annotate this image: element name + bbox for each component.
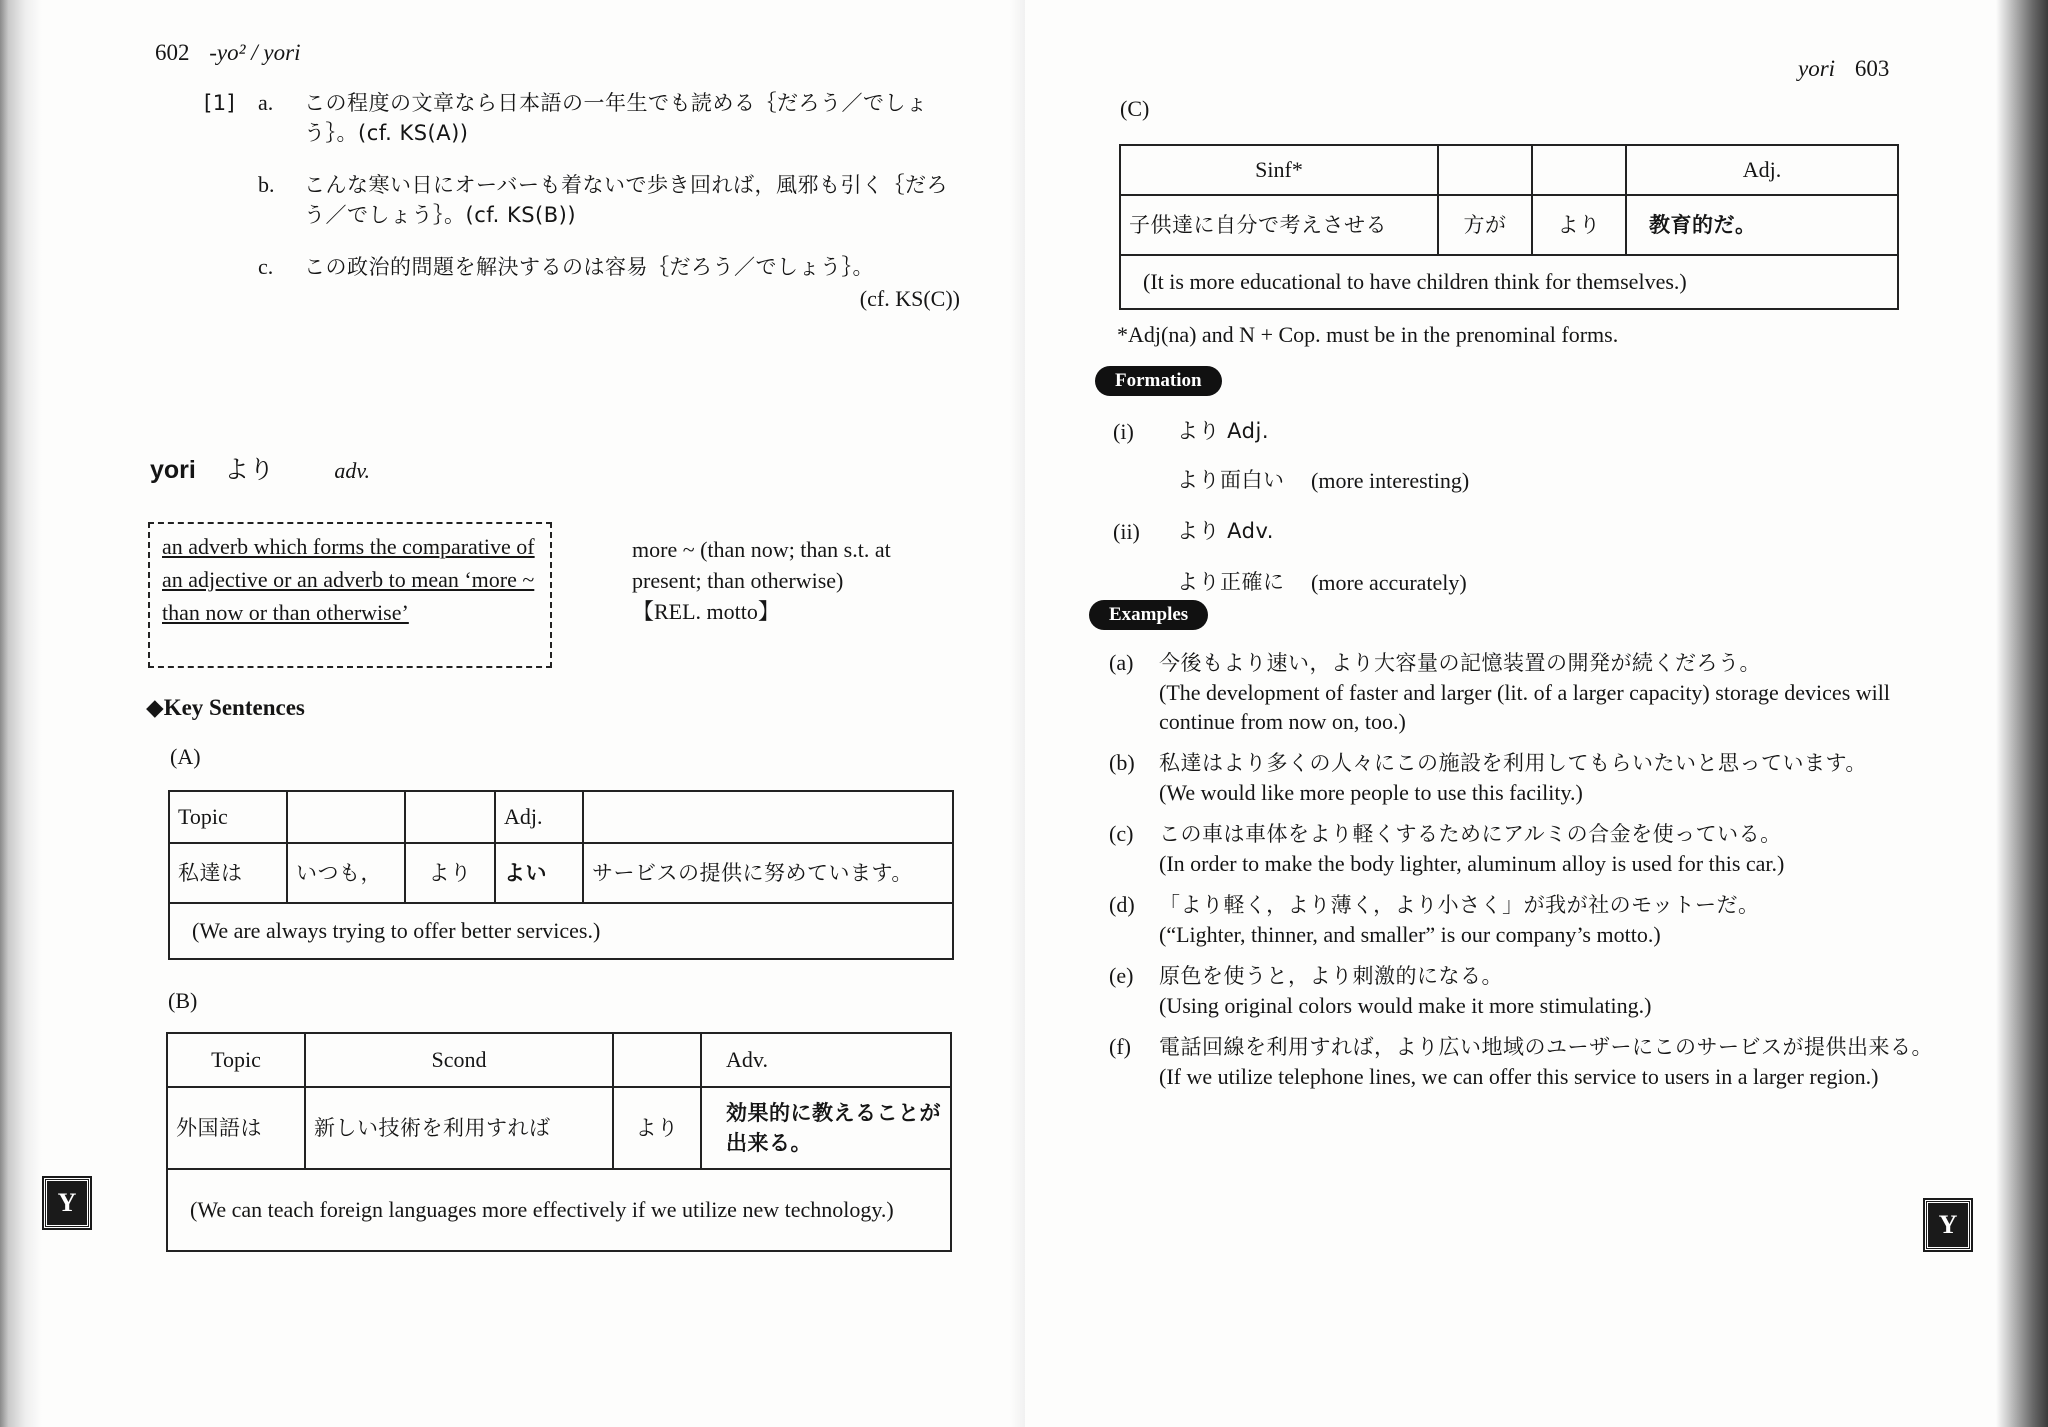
right-page-title: yori: [1798, 56, 1836, 81]
ks-b-header-topic: Topic: [167, 1033, 305, 1087]
example-e: (e) 原色を使うと，より刺激的になる。 (Using original colors would make it more stimulating.): [1109, 963, 1652, 1018]
ks-b-header-3: [613, 1033, 701, 1087]
prev-examples: [258, 88, 960, 313]
ks-b-translation: (We can teach foreign languages more effectively if we utilize new technology.): [167, 1169, 951, 1251]
ks-c-cell-adj: 教育的だ。: [1626, 195, 1898, 255]
formation-item-ii: (ii) より Adv.: [1113, 518, 1274, 544]
gloss-text: more ~ (than now; than s.t. at present; than otherwise): [632, 537, 891, 593]
definition-box: [148, 522, 552, 668]
left-page-header: [155, 40, 300, 66]
entry-pos: adv.: [334, 458, 371, 483]
formation-list: [1113, 408, 1933, 608]
entry-kana: より: [224, 455, 275, 484]
entry-romaji: yori: [150, 456, 196, 484]
ks-a-cell-yori: より: [405, 843, 495, 903]
left-page-edge: [0, 0, 42, 1427]
ks-c-header-2: [1438, 145, 1532, 195]
ks-c-cell-yori: より: [1532, 195, 1626, 255]
right-page: [1025, 0, 2048, 1427]
ks-a-cell-2: いつも，: [287, 843, 405, 903]
prev-example-b: b. こんな寒い日にオーバーも着ないで歩き回れば，風邪も引く｛だろう／でしょう｝。(cf. KS(B)): [258, 172, 948, 227]
ks-c-header-3: [1532, 145, 1626, 195]
right-page-number: 603: [1854, 56, 1890, 81]
ks-c-header-adj: Adj.: [1626, 145, 1898, 195]
ks-b-cell-scond: 新しい技術を利用すれば: [305, 1087, 613, 1169]
ks-a-header-adj: Adj.: [495, 791, 583, 843]
ks-a-header-2: [287, 791, 405, 843]
definition-text: an adverb which forms the comparative of an adjective or an adverb to mean ‘more ~ than now or than otherwise’: [162, 534, 535, 625]
ks-a-cell-5: サービスの提供に努めています。: [583, 843, 953, 903]
key-sentences-title: ◆Key Sentences: [146, 695, 305, 720]
ks-a-cell-topic: 私達は: [169, 843, 287, 903]
ks-c-cell-2: 方が: [1438, 195, 1532, 255]
examples-list: [1109, 648, 1935, 1091]
ks-b-table: [166, 1032, 952, 1252]
prev-examples-marker: [1]: [204, 91, 236, 115]
ks-b-label: (B): [168, 988, 198, 1013]
example-b: (b) 私達はより多くの人々にこの施設を利用してもらいたいと思っています。 (We would like more people to use this facility.): [1109, 750, 1867, 805]
ks-a-header-topic: Topic: [169, 791, 287, 843]
ks-a-header-5: [583, 791, 953, 843]
formation-example-i: より面白い (more interesting): [1177, 467, 1470, 493]
ks-b-cell-topic: 外国語は: [167, 1087, 305, 1169]
left-thumb-tab: Y: [44, 1178, 90, 1228]
right-thumb-tab: Y: [1925, 1200, 1971, 1250]
entry-heading: [150, 450, 370, 486]
examples-label: Examples: [1089, 600, 1208, 630]
left-page-title: -yo² / yori: [209, 40, 301, 65]
formation-item-i: (i) より Adj.: [1113, 418, 1270, 444]
ks-b-cell-adv: 効果的に教えることが出来る。: [701, 1087, 951, 1169]
prev-example-c: c. この政治的問題を解決するのは容易｛だろう／でしょう｝。: [258, 254, 874, 279]
ks-b-header-scond: Scond: [305, 1033, 613, 1087]
ks-a-header-3: [405, 791, 495, 843]
right-page-edge: [1996, 0, 2048, 1427]
ks-c-label: (C): [1120, 96, 1150, 121]
ks-a-table: [168, 790, 954, 960]
example-f: (f) 電話回線を利用すれば，より広い地域のユーザーにこのサービスが提供出来る。 (If we utilize telephone lines, we can offer this service to users in a larger region.): [1109, 1034, 1933, 1089]
related-text: 【REL. motto】: [632, 599, 780, 624]
example-c: (c) この車は車体をより軽くするためにアルミの合金を使っている。 (In order to make the body lighter, aluminum alloy is used for this car.): [1109, 821, 1785, 876]
ks-b-header-adv: Adv.: [701, 1033, 951, 1087]
prev-example-a: a. この程度の文章なら日本語の一年生でも読める｛だろう／でしょう｝。(cf. KS(A)): [258, 90, 928, 145]
prev-example-c-ref: (cf. KS(C)): [859, 286, 960, 311]
ks-a-cell-adj: よい: [495, 843, 583, 903]
ks-a-translation: (We are always trying to offer better services.): [169, 903, 953, 959]
formation-example-ii: より正確に (more accurately): [1177, 569, 1467, 595]
left-page-number: 602: [155, 40, 190, 65]
ks-c-header-sinf: Sinf*: [1120, 145, 1438, 195]
example-d: (d) 「より軽く，より薄く，より小さく」が我が社のモットーだ。 (“Lighter, thinner, and smaller” is our company’s motto.): [1109, 892, 1760, 947]
ks-c-table: [1119, 144, 1899, 310]
right-page-header: [1798, 56, 1889, 82]
example-a: (a) 今後もより速い，より大容量の記憶装置の開発が続くだろう。 (The development of faster and larger (lit. of a larger capacity) storage devices will continue from now on, too.): [1109, 650, 1890, 734]
ks-b-cell-yori: より: [613, 1087, 701, 1169]
formation-label: Formation: [1095, 366, 1222, 396]
ks-a-label: (A): [170, 744, 201, 769]
gloss-block: [632, 534, 962, 627]
footnote: *Adj(na) and N + Cop. must be in the prenominal forms.: [1117, 322, 1619, 347]
ks-c-cell-sinf: 子供達に自分で考えさせる: [1120, 195, 1438, 255]
ks-c-translation: (It is more educational to have children think for themselves.): [1120, 255, 1898, 309]
